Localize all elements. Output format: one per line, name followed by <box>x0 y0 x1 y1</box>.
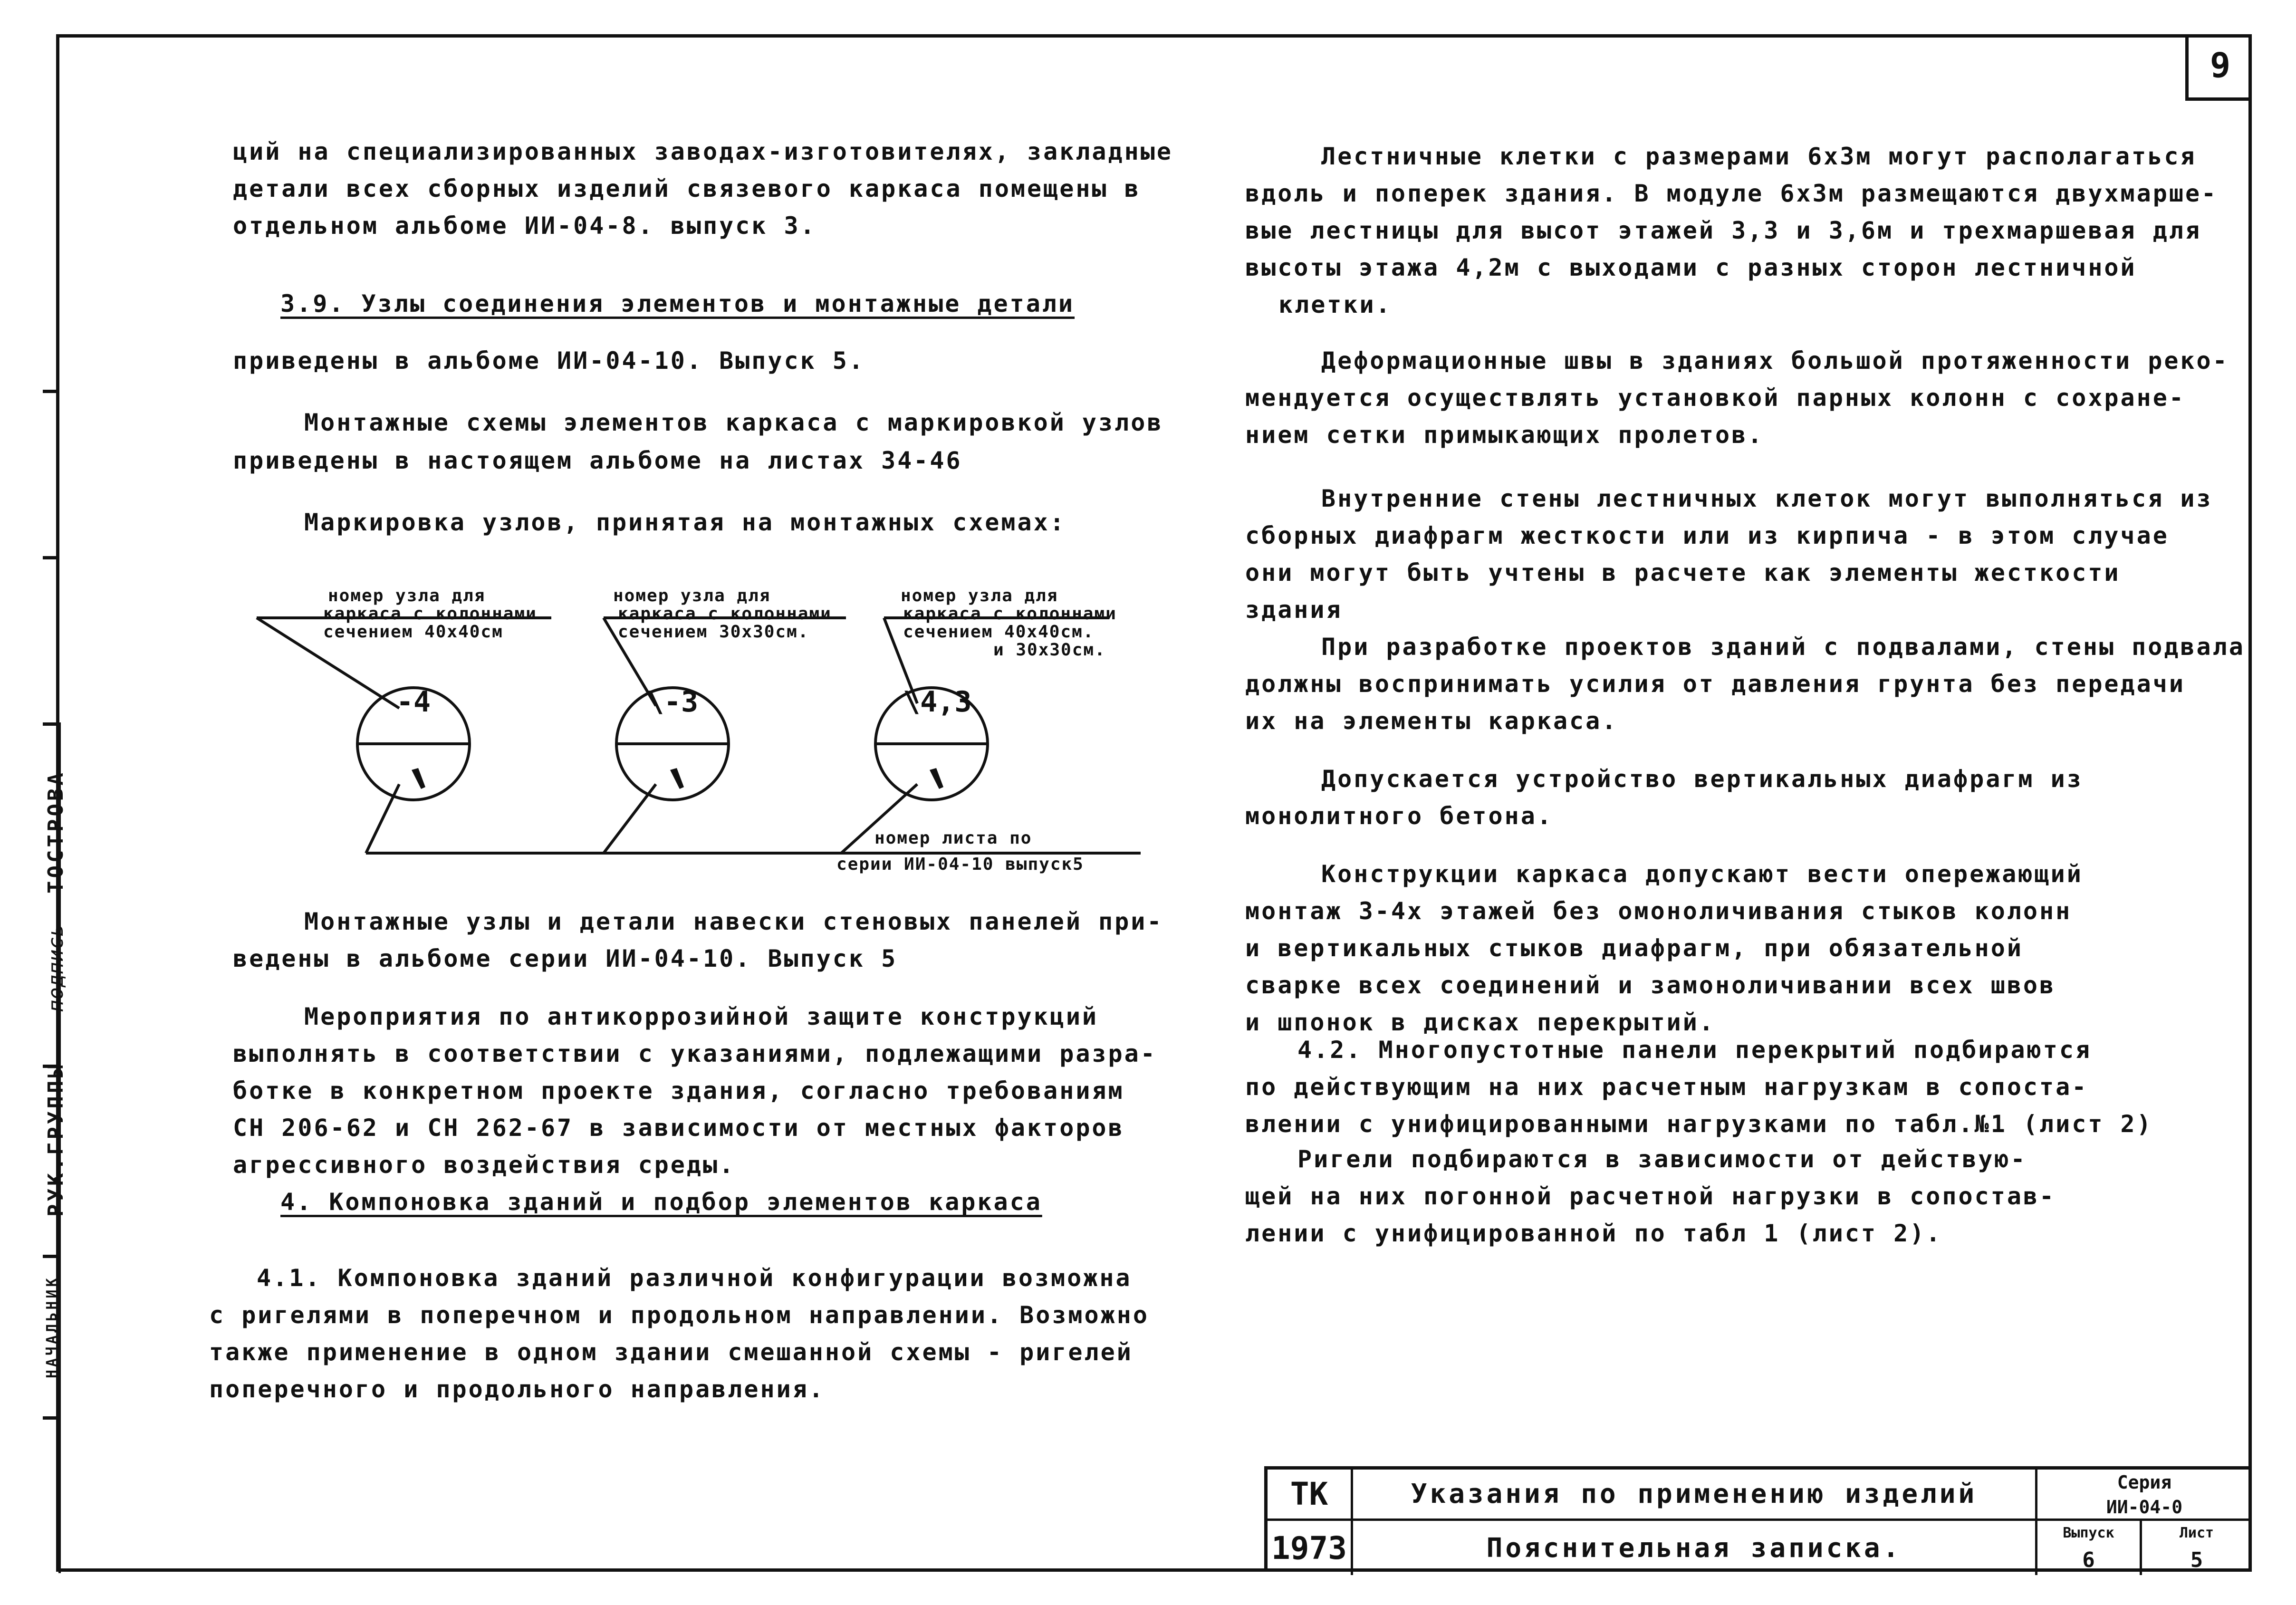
title-block-sheet-label: Лист <box>2179 1524 2214 1541</box>
heading-4: 4. Компоновка зданий и подбор элементов каркаса <box>280 1188 1042 1216</box>
stairs-line-3: вые лестницы для высот этажей 3,3 и 3,6м и трехмаршевая для <box>1245 217 2202 244</box>
anticorrosion-line-1: Мероприятия по антикоррозийной защите конструкций <box>304 1003 1099 1030</box>
title-block-issue-value: 6 <box>2037 1545 2142 1575</box>
basement-line-3: их на элементы каркаса. <box>1245 707 1618 735</box>
sheet-ref-line-2: серии ИИ-04-10 выпуск5 <box>836 855 1084 874</box>
intro-line-3: отдельном альбоме ИИ-04-8. выпуск 3. <box>233 212 817 240</box>
diaphragm-line-1: Допускается устройство вертикальных диафрагм из <box>1321 765 2083 793</box>
stairs-line-2: вдоль и поперек здания. В модуле 6х3м размещаются двухмарше- <box>1245 180 2218 207</box>
girders-line-2: щей на них погонной расчетной нагрузки в сопостав- <box>1245 1182 2056 1210</box>
girders-line-3: лении с унифицированной по табл 1 (лист 2). <box>1245 1220 1942 1247</box>
sheet-ref-line-1: номер листа по <box>874 828 1032 848</box>
node-label-3: \4,3 <box>903 685 972 719</box>
label2-line-1: номер узла для <box>613 586 771 605</box>
side-stamp-nachalnik: НАЧАЛЬНИК <box>44 1275 60 1378</box>
deformation-line-2: мендуется осуществлять установкой парных колонн с сохране- <box>1245 384 2185 412</box>
inner-walls-line-1: Внутренние стены лестничных клеток могут выполняться из <box>1321 485 2213 512</box>
label2-line-2: каркаса с колоннами <box>618 604 832 624</box>
advance-line-4: сварке всех соединений и замоноличивании всех швов <box>1245 971 2056 999</box>
para-4-1-line-3: также применение в одном здании смешанной схемы - ригелей <box>209 1338 1133 1366</box>
advance-line-3: и вертикальных стыков диафрагм, при обязательной <box>1245 934 2023 962</box>
inner-walls-line-2: сборных диафрагм жесткости или из кирпича - в этом случае <box>1245 522 2169 549</box>
label3-line-1: номер узла для <box>901 586 1058 605</box>
title-block-series-label: Серия <box>2117 1472 2172 1493</box>
label1-line-3: сечением 40х40см <box>323 622 503 642</box>
anticorrosion-line-5: агрессивного воздействия среды. <box>233 1151 736 1179</box>
girders-line-1: Ригели подбираются в зависимости от действую- <box>1297 1145 2027 1173</box>
deformation-line-1: Деформационные швы в зданиях большой протяженности реко- <box>1321 347 2229 375</box>
montage-line-2: приведены в настоящем альбоме на листах 34-46 <box>233 447 962 474</box>
label3-line-2: каркаса с колоннами <box>903 604 1117 624</box>
title-block-sheet-value: 5 <box>2190 1547 2203 1572</box>
heading-3-9: 3.9. Узлы соединения элементов и монтажные детали <box>280 290 1075 317</box>
para-4-2-line-3: влении с унифицированными нагрузками по табл.№1 (лист 2) <box>1245 1110 2153 1138</box>
title-block-series-value: ИИ-04-0 <box>2037 1495 2251 1521</box>
title-block <box>1264 1466 2252 1572</box>
marking-intro: Маркировка узлов, принятая на монтажных схемах: <box>304 509 1066 536</box>
title-block-issue-label: Выпуск <box>2037 1521 2142 1545</box>
sheet-number: 9 <box>2185 34 2252 101</box>
side-stamp-tostrova: ТОСТРОВА <box>44 770 68 894</box>
node-label-1: -4 <box>396 685 431 719</box>
anticorrosion-line-2: выполнять в соответствии с указаниями, подлежащими разра- <box>233 1040 1157 1067</box>
title-block-subtitle: Пояснительная записка. <box>1353 1521 2037 1575</box>
basement-line-2: должны воспринимать усилия от давления грунта без передачи <box>1245 670 2185 698</box>
hanging-line-2: ведены в альбоме серии ИИ-04-10. Выпуск 5 <box>233 945 898 972</box>
para-4-1-line-2: с ригелями в поперечном и продольном направлении. Возможно <box>209 1301 1149 1329</box>
para-4-2-line-2: по действующим на них расчетным нагрузкам в сопоста- <box>1245 1073 2088 1101</box>
label3-line-4: и 30х30см. <box>993 640 1106 660</box>
diaphragm-line-2: монолитного бетона. <box>1245 802 1553 830</box>
margin-tick <box>43 390 57 393</box>
title-block-title: Указания по применению изделий <box>1353 1470 2037 1521</box>
side-stamp-signature: подпись <box>44 924 68 1012</box>
label1-line-1: номер узла для <box>328 586 486 605</box>
para-4-1-line-1: 4.1. Компоновка зданий различной конфигурации возможна <box>257 1264 1132 1292</box>
hanging-line-1: Монтажные узлы и детали навески стеновых панелей при- <box>304 908 1163 935</box>
anticorrosion-line-3: ботке в конкретном проекте здания, согласно требованиям <box>233 1077 1124 1105</box>
deformation-line-3: нием сетки примыкающих пролетов. <box>1245 421 1764 449</box>
title-block-code: ТК <box>1268 1470 1353 1521</box>
inner-walls-line-4: здания <box>1245 596 1343 624</box>
advance-line-5: и шпонок в дисках перекрытий. <box>1245 1009 1715 1036</box>
node-label-2: \-3 <box>646 685 699 719</box>
label1-line-2: каркаса с колоннами <box>323 604 537 624</box>
label3-line-3: сечением 40х40см. <box>903 622 1095 642</box>
intro-line-1: ций на специализированных заводах-изготовителях, закладные <box>233 138 1173 165</box>
montage-line-1: Монтажные схемы элементов каркаса с маркировкой узлов <box>304 409 1163 436</box>
title-block-year: 1973 <box>1268 1521 1353 1575</box>
stairs-line-4: высоты этажа 4,2м с выходами с разных сторон лестничной <box>1245 254 2137 281</box>
advance-line-2: монтаж 3-4х этажей без омоноличивания стыков колонн <box>1245 897 2072 925</box>
margin-tick <box>43 556 57 559</box>
para-4-2-line-1: 4.2. Многопустотные панели перекрытий подбираются <box>1297 1036 2092 1064</box>
side-stamp-rukgruppy: РУК.ГРУППЫ <box>44 1062 68 1217</box>
stairs-line-5: клетки. <box>1278 291 1392 318</box>
inner-walls-line-3: они могут быть учтены в расчете как элементы жесткости <box>1245 559 2121 586</box>
anticorrosion-line-4: СН 206-62 и СН 262-67 в зависимости от местных факторов <box>233 1114 1124 1142</box>
stairs-line-1: Лестничные клетки с размерами 6х3м могут располагаться <box>1321 143 2197 170</box>
para-3-9: приведены в альбоме ИИ-04-10. Выпуск 5. <box>233 347 865 375</box>
intro-line-2: детали всех сборных изделий связевого каркаса помещены в <box>233 175 1141 202</box>
basement-line-1: При разработке проектов зданий с подвалами, стены подвала <box>1321 633 2245 661</box>
para-4-1-line-4: поперечного и продольного направления. <box>209 1375 825 1403</box>
label2-line-3: сечением 30х30см. <box>618 622 809 642</box>
advance-line-1: Конструкции каркаса допускают вести опережающий <box>1321 860 2083 888</box>
